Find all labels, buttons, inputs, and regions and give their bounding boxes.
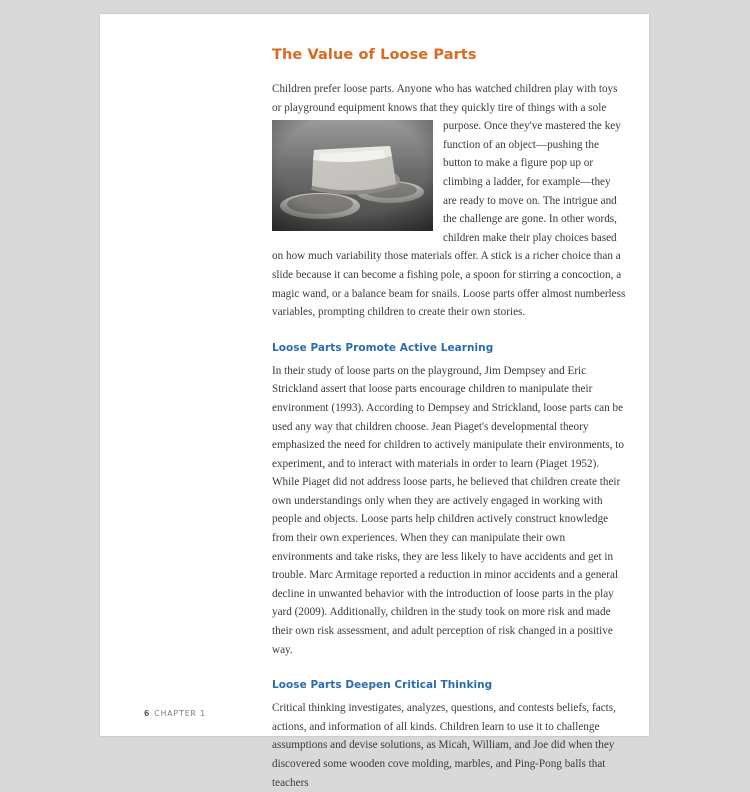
intro-paragraph-part2: purpose. Once they've mastered the key function of an object—pushing the button to make a figure pop up or climbing a ladder, for example—they are ready to move on. The intrigue and the challenge are gone. In other words, children make their play choices based on how much variability those materials offer. A stick is a richer choice than a slide because it can become a fishing pole, a spoon for stirring a concoction, a magic wand, or a balance beam for snails. Loose parts offer almost numberless variables, prompting children to create their own stories. bbox=[272, 120, 626, 319]
figure-image bbox=[272, 120, 433, 231]
section-heading-active-learning: Loose Parts Promote Active Learning bbox=[272, 341, 494, 354]
footer-page-number: 6 bbox=[144, 709, 151, 718]
section-heading-critical-thinking: Loose Parts Deepen Critical Thinking bbox=[272, 679, 493, 692]
intro-paragraph-part1: Children prefer loose parts. Anyone who has watched children play with toys or playground equipment knows that they quickly tire of things with a sole bbox=[272, 83, 618, 114]
footer-chapter-label: CHAPTER 1 bbox=[154, 709, 207, 718]
figure-illustration bbox=[272, 120, 433, 231]
photo-svg bbox=[272, 120, 433, 231]
page-content bbox=[272, 47, 627, 792]
section-text-critical-thinking: Critical thinking investigates, analyzes, questions, and contests beliefs, facts, actions, and information of all kinds. Children learn to use it to challenge assumptions and devise solutions, as Micah, William, and Joe did when they discovered some wooden cove molding, marbles, and Ping-Pong balls that teachers bbox=[272, 702, 616, 789]
page-title: The Value of Loose Parts bbox=[272, 47, 477, 63]
section-text-active-learning: In their study of loose parts on the playground, Jim Dempsey and Eric Strickland assert that loose parts encourage children to manipulate their environment (1993). According to Dempsey and Strickland, loose parts can be used any way that children choose. Jean Piaget's developmental theory emphasized the need for children to actively manipulate their environments, to experiment, and to interact with materials in order to learn (Piaget 1952). While Piaget did not address loose parts, he believed that children create their own understandings only when they are actively engaged in working with people and objects. Loose parts help children actively construct knowledge from their own experiences. When they can manipulate their own environments and take risks, they are less likely to have accidents and get in trouble. Marc Armitage reported a reduction in minor accidents and a general decline in unwanted behavior with the introduction of loose parts in the play yard (2009). Additionally, children in the study took on more risk and made their own risk assessment, and adult perception of risk changed in a positive way. bbox=[272, 364, 624, 656]
page-footer bbox=[144, 709, 206, 718]
document-page bbox=[100, 14, 649, 789]
